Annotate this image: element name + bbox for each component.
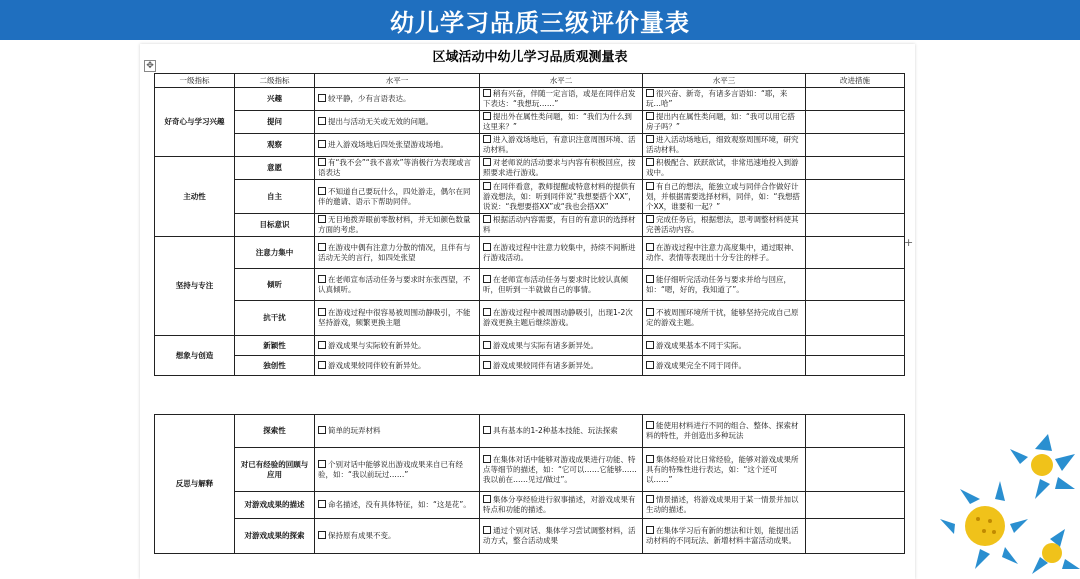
flower-pattern-icon xyxy=(940,429,1080,579)
improvement-cell[interactable] xyxy=(806,88,905,111)
checkbox-icon[interactable] xyxy=(483,182,491,190)
checkbox-icon[interactable] xyxy=(483,89,491,97)
checkbox-icon[interactable] xyxy=(646,215,654,223)
checkbox-icon[interactable] xyxy=(318,426,326,434)
level-one-cell-text: 较平静，少有言语表达。 xyxy=(328,94,411,103)
level-one-cell-text: 命名描述，没有具体特征，如：“这是花”。 xyxy=(328,500,471,509)
level-one-cell xyxy=(315,415,480,448)
level-three-cell xyxy=(643,519,806,554)
level-two-cell xyxy=(480,356,643,376)
table-row xyxy=(155,88,905,111)
level2-indicator: 新颖性 xyxy=(235,336,315,356)
level-three-cell xyxy=(643,180,806,214)
table-row xyxy=(155,237,905,269)
level-one-cell xyxy=(315,336,480,356)
evaluation-table-part-1 xyxy=(154,73,905,376)
checkbox-icon[interactable] xyxy=(646,182,654,190)
header-level1: 一级指标 xyxy=(155,74,235,88)
level2-indicator: 意愿 xyxy=(235,157,315,180)
level1-indicator: 想象与创造 xyxy=(155,336,235,376)
level-three-cell-text: 情景描述，将游戏成果用于某一情景并加以生动的描述。 xyxy=(646,495,799,514)
checkbox-icon[interactable] xyxy=(646,308,654,316)
level-one-cell xyxy=(315,134,480,157)
level-three-cell-text: 集体经验对比日常经验，能够对游戏成果所具有的特殊性进行表达，如：“这个还可以……” xyxy=(646,454,799,484)
level-three-cell-text: 完成任务后，根据想法，思考调整材料使其完善活动内容。 xyxy=(646,215,799,234)
level2-indicator: 对游戏成果的描述 xyxy=(235,492,315,519)
level1-indicator: 反思与解释 xyxy=(155,415,235,554)
checkbox-icon[interactable] xyxy=(646,275,654,283)
level2-indicator: 倾听 xyxy=(235,269,315,301)
yellow-flower-icon xyxy=(940,481,1028,569)
header-improvement: 改进措施 xyxy=(806,74,905,88)
level-three-cell-text: 提出内在属性类问题，如：“我可以用它搭房子吗？” xyxy=(646,112,795,131)
checkbox-icon[interactable] xyxy=(646,361,654,369)
checkbox-icon[interactable] xyxy=(318,500,326,508)
level2-indicator: 独创性 xyxy=(235,356,315,376)
level2-indicator: 自主 xyxy=(235,180,315,214)
level-two-cell xyxy=(480,492,643,519)
level-one-cell-text: 在老师宣布活动任务与要求时东张西望，不认真倾听。 xyxy=(318,274,471,294)
level-two-cell-text: 进入游戏场地后，有意识注意周围环境、活动材料。 xyxy=(483,135,636,154)
improvement-cell[interactable] xyxy=(806,301,905,336)
table-row xyxy=(155,269,905,301)
table-row xyxy=(155,336,905,356)
improvement-cell[interactable] xyxy=(806,180,905,214)
improvement-cell[interactable] xyxy=(806,269,905,301)
level2-indicator: 对已有经验的回顾与应用 xyxy=(235,448,315,492)
level2-indicator: 观察 xyxy=(235,134,315,157)
checkbox-icon[interactable] xyxy=(318,140,326,148)
level-two-cell-text: 提出外在属性类问题，如：“我们为什么到这里来？” xyxy=(483,112,632,131)
level-two-cell-text: 在集体对话中能够对游戏成果进行功能、特点等细节的描述，如：“它可以……它能够……我以前在……见过/做过”。 xyxy=(483,454,637,484)
header-level2: 二级指标 xyxy=(235,74,315,88)
table-row xyxy=(155,519,905,554)
checkbox-icon[interactable] xyxy=(646,526,654,534)
level2-indicator: 对游戏成果的探索 xyxy=(235,519,315,554)
document-title: 区域活动中幼儿学习品质观测量表 xyxy=(432,50,628,65)
checkbox-icon[interactable] xyxy=(483,526,491,534)
level-two-cell-text: 集体分享经验进行叙事描述，对游戏成果有特点和功能的描述。 xyxy=(483,495,636,514)
level-three-cell xyxy=(643,157,806,180)
level-three-cell xyxy=(643,214,806,237)
level-one-cell xyxy=(315,111,480,134)
level-two-cell xyxy=(480,269,643,301)
checkbox-icon[interactable] xyxy=(483,275,491,283)
level-one-cell-text: 无目地拨弄眼前零散材料，并无如颜色数量方面的考虑。 xyxy=(318,215,471,234)
level-three-cell-text: 游戏成果基本不同于实际。 xyxy=(656,340,746,350)
level-one-cell-text: 在游戏中偶有注意力分散的情况，且伴有与活动无关的言行，如四处张望 xyxy=(318,242,471,262)
level-two-cell-text: 在游戏过程中注意力较集中，持续不间断进行游戏活动。 xyxy=(483,242,636,262)
level-three-cell-text: 游戏成果完全不同于同伴。 xyxy=(656,360,746,370)
checkbox-icon[interactable] xyxy=(483,426,491,434)
improvement-cell[interactable] xyxy=(806,134,905,157)
level-two-cell-text: 通过个别对话、集体学习尝试调整材料，活动方式，整合活动成果 xyxy=(483,526,636,545)
level-two-cell-text: 在老师宣布活动任务与要求时比较认真倾听，但听到一半就做自己的事情。 xyxy=(483,274,628,294)
checkbox-icon[interactable] xyxy=(318,361,326,369)
checkbox-icon[interactable] xyxy=(483,361,491,369)
level-two-cell-text: 游戏成果较同伴有诸多新异处。 xyxy=(493,360,598,370)
checkbox-icon[interactable] xyxy=(483,135,491,143)
level2-indicator: 抗干扰 xyxy=(235,301,315,336)
checkbox-icon[interactable] xyxy=(483,243,491,251)
improvement-cell[interactable] xyxy=(806,356,905,376)
improvement-cell[interactable] xyxy=(806,492,905,519)
level-two-cell-text: 对老师说的活动要求与内容有积极回应，按照要求进行游戏。 xyxy=(483,158,636,177)
checkbox-icon[interactable] xyxy=(646,455,654,463)
checkbox-icon[interactable] xyxy=(318,531,326,539)
checkbox-icon[interactable] xyxy=(483,455,491,463)
level-two-cell-text: 游戏成果与实际有诸多新异处。 xyxy=(493,340,598,350)
improvement-cell[interactable] xyxy=(806,214,905,237)
checkbox-icon[interactable] xyxy=(318,308,326,316)
checkbox-icon[interactable] xyxy=(318,275,326,283)
level-three-cell-text: 有自己的想法，能独立或与同伴合作做好计划，并根据需要选择材料，同伴，如：“我想搭个XX，谁要和一起？” xyxy=(646,181,800,211)
table-row xyxy=(155,214,905,237)
level-three-cell xyxy=(643,88,806,111)
level2-indicator: 目标意识 xyxy=(235,214,315,237)
level-two-cell xyxy=(480,111,643,134)
level-one-cell xyxy=(315,157,480,180)
level2-indicator: 提问 xyxy=(235,111,315,134)
table-row xyxy=(155,448,905,492)
level-two-cell xyxy=(480,519,643,554)
level-three-cell xyxy=(643,237,806,269)
level-three-cell-text: 很兴奋、新奇，有诸多言语如：“耶，来玩…哈” xyxy=(646,89,788,108)
table-row xyxy=(155,301,905,336)
level-three-cell-text: 在游戏过程中注意力高度集中，通过眼神、动作、表情等表现出十分专注的样子。 xyxy=(646,242,799,262)
level2-indicator: 注意力集中 xyxy=(235,237,315,269)
level1-indicator: 好奇心与学习兴趣 xyxy=(155,88,235,157)
level-one-cell xyxy=(315,519,480,554)
improvement-cell[interactable] xyxy=(806,415,905,448)
level-two-cell xyxy=(480,214,643,237)
level-three-cell xyxy=(643,336,806,356)
level-one-cell xyxy=(315,269,480,301)
checkbox-icon[interactable] xyxy=(318,341,326,349)
small-flower-icon xyxy=(1032,529,1080,574)
level-three-cell-text: 进入活动场地后，细致观察周围环境，研究活动材料。 xyxy=(646,135,799,154)
checkbox-icon[interactable] xyxy=(646,158,654,166)
level-two-cell xyxy=(480,88,643,111)
level-one-cell-text: 提出与活动无关或无效的问题。 xyxy=(328,117,433,126)
level1-indicator: 坚持与专注 xyxy=(155,237,235,336)
level-one-cell-text: 个别对话中能够说出游戏成果来自已有经验，如：“我以前玩过……” xyxy=(318,459,463,479)
checkbox-icon[interactable] xyxy=(483,341,491,349)
improvement-cell[interactable] xyxy=(806,111,905,134)
level-three-cell-text: 能使用材料进行不同的组合、整体、探索材料的特性，并创造出多种玩法 xyxy=(646,421,799,440)
checkbox-icon[interactable] xyxy=(646,89,654,97)
checkbox-icon[interactable] xyxy=(318,460,326,468)
header-level-two: 水平二 xyxy=(480,74,643,88)
checkbox-icon[interactable] xyxy=(483,495,491,503)
checkbox-icon[interactable] xyxy=(483,158,491,166)
level1-indicator: 主动性 xyxy=(155,157,235,237)
title-banner xyxy=(0,0,1080,40)
table-row xyxy=(155,356,905,376)
evaluation-table-part-2 xyxy=(154,414,905,554)
level-two-cell-text: 根据活动内容需要，有目的有意识的选择材料 xyxy=(483,215,636,234)
level-one-cell xyxy=(315,180,480,214)
improvement-cell[interactable] xyxy=(806,519,905,554)
level-two-cell xyxy=(480,134,643,157)
level-two-cell-text: 在同伴看意，教师提醒或特意材料的提供有游戏想法，如：听到同伴说“我想要搭个XX”，说说：“我想要搭XX”或“我也会搭XX” xyxy=(483,181,636,211)
table-row xyxy=(155,180,905,214)
checkbox-icon[interactable] xyxy=(318,243,326,251)
checkbox-icon[interactable] xyxy=(483,215,491,223)
level-two-cell xyxy=(480,336,643,356)
level-one-cell-text: 有“我不会”“我不喜欢”等消极行为表现或言语表达 xyxy=(318,158,472,177)
level-one-cell xyxy=(315,356,480,376)
checkbox-icon[interactable] xyxy=(318,158,326,166)
table-row xyxy=(155,157,905,180)
level-two-cell xyxy=(480,237,643,269)
checkbox-icon[interactable] xyxy=(646,243,654,251)
level-three-cell xyxy=(643,448,806,492)
level-three-cell-text: 在集体学习后有新的想法和计划，能提出活动材料的不同玩法、新增材料丰富活动成果。 xyxy=(646,526,799,545)
level-two-cell xyxy=(480,415,643,448)
improvement-cell[interactable] xyxy=(806,157,905,180)
insert-row-icon[interactable]: + xyxy=(904,236,914,249)
level-three-cell xyxy=(643,356,806,376)
banner-title: 幼儿学习品质三级评价量表 xyxy=(390,8,690,37)
improvement-cell[interactable] xyxy=(806,336,905,356)
level-three-cell-text: 积极配合、跃跃欲试，非常迅速地投入到游戏中。 xyxy=(646,158,799,177)
level-one-cell xyxy=(315,88,480,111)
level-three-cell xyxy=(643,492,806,519)
level-three-cell xyxy=(643,111,806,134)
level-one-cell xyxy=(315,237,480,269)
header-level-one: 水平一 xyxy=(315,74,480,88)
level-one-cell xyxy=(315,492,480,519)
checkbox-icon[interactable] xyxy=(318,187,326,195)
level2-indicator: 兴趣 xyxy=(235,88,315,111)
level-three-cell xyxy=(643,415,806,448)
level-three-cell xyxy=(643,134,806,157)
level-one-cell xyxy=(315,214,480,237)
table-header-row xyxy=(155,74,905,88)
checkbox-icon[interactable] xyxy=(646,135,654,143)
level-one-cell-text: 简单的玩弄材料 xyxy=(328,426,381,435)
level-two-cell-text: 具有基本的1-2种基本技能、玩法探索 xyxy=(493,426,618,435)
level-two-cell xyxy=(480,157,643,180)
table-row xyxy=(155,111,905,134)
checkbox-icon[interactable] xyxy=(646,112,654,120)
table-row xyxy=(155,134,905,157)
checkbox-icon[interactable] xyxy=(318,215,326,223)
level-three-cell xyxy=(643,269,806,301)
table-move-handle-icon[interactable]: ✥ xyxy=(144,60,156,72)
checkbox-icon[interactable] xyxy=(318,94,326,102)
blue-flower-icon xyxy=(1010,434,1075,499)
checkbox-icon[interactable] xyxy=(318,117,326,125)
level-one-cell-text: 游戏成果与实际较有新异处。 xyxy=(328,340,426,350)
checkbox-icon[interactable] xyxy=(646,341,654,349)
level-one-cell-text: 不知道自己要玩什么，四处游走，偶尔在同伴的邀请、语示下帮助同伴。 xyxy=(318,186,471,206)
table-row xyxy=(155,415,905,448)
level-one-cell xyxy=(315,448,480,492)
checkbox-icon[interactable] xyxy=(483,112,491,120)
level-three-cell xyxy=(643,301,806,336)
level-three-cell-text: 能仔细听完活动任务与要求并给与回应，如：“嗯，好的，我知道了”。 xyxy=(646,274,791,294)
level-one-cell-text: 保持原有成果不变。 xyxy=(328,531,396,540)
level-one-cell xyxy=(315,301,480,336)
level-two-cell xyxy=(480,448,643,492)
improvement-cell[interactable] xyxy=(806,237,905,269)
level-one-cell-text: 进入游戏场地后四处张望游戏场地。 xyxy=(328,140,448,149)
level-one-cell-text: 在游戏过程中很容易被周围动静吸引，不能坚持游戏，频繁更换主题 xyxy=(318,308,471,327)
checkbox-icon[interactable] xyxy=(646,421,654,429)
level2-indicator: 探索性 xyxy=(235,415,315,448)
improvement-cell[interactable] xyxy=(806,448,905,492)
level-three-cell-text: 不被周围环境所干扰，能够坚持完成自己原定的游戏主题。 xyxy=(646,308,799,327)
header-level-three: 水平三 xyxy=(643,74,806,88)
table-row xyxy=(155,492,905,519)
level-two-cell-text: 稍有兴奋，伴随一定言语，或是在同伴启发下表达：“我想玩……” xyxy=(483,89,636,108)
level-two-cell xyxy=(480,301,643,336)
level-two-cell-text: 在游戏过程中被周围动静吸引，出现1-2次游戏更换主题后继续游戏。 xyxy=(483,308,633,327)
level-one-cell-text: 游戏成果较同伴较有新异处。 xyxy=(328,360,426,370)
checkbox-icon[interactable] xyxy=(483,308,491,316)
level-two-cell xyxy=(480,180,643,214)
checkbox-icon[interactable] xyxy=(646,495,654,503)
